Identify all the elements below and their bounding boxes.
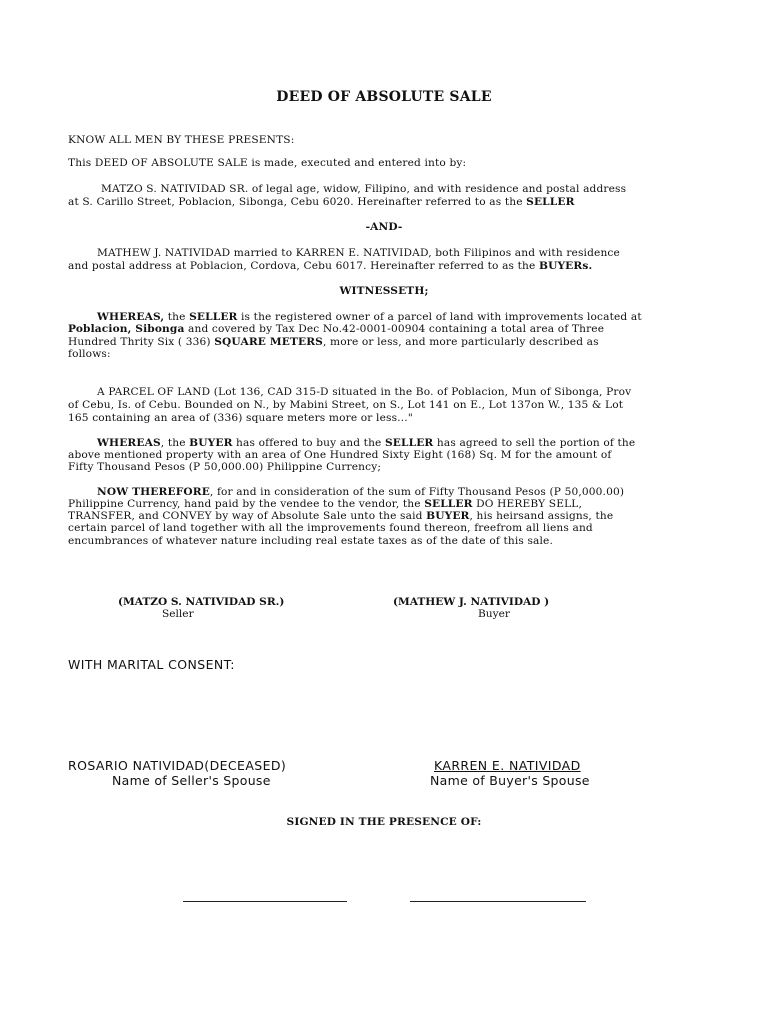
buyer-spouse-name: KARREN E. NATIVIDAD (434, 758, 581, 773)
whereas1-line1: WHEREAS, the SELLER is the registered owner of a parcel of land with improvements located at (97, 311, 642, 323)
parcel-line2: of Cebu, Is. of Cebu. Bounded on N., by Mabini Street, on S., Lot 141 on E., Lot 137on W., 135 & Lot (68, 399, 624, 411)
seller-para-line2: at S. Carillo Street, Poblacion, Sibonga, Cebu 6020. Hereinafter referred to as the SELLER (68, 196, 575, 208)
seller-spouse-label: Name of Seller's Spouse (112, 773, 271, 788)
whereas1-line4: follows: (68, 348, 111, 360)
presence-heading: SIGNED IN THE PRESENCE OF: (286, 816, 482, 828)
buyer-para-line1: MATHEW J. NATIVIDAD married to KARREN E. NATIVIDAD, both Filipinos and with residence (97, 247, 620, 259)
whereas1-line3: Hundred Thrity Six ( 336) SQUARE METERS, more or less, and more particularly described as (68, 336, 599, 348)
document-title: DEED OF ABSOLUTE SALE (276, 89, 492, 105)
marital-consent-heading: WITH MARITAL CONSENT: (68, 657, 235, 672)
now-therefore-line5: encumbrances of whatever nature including real estate taxes as of the date of this sale. (68, 535, 553, 547)
buyer-para-line2: and postal address at Poblacion, Cordova, Cebu 6017. Hereinafter referred to as the BUYERs. (68, 260, 593, 272)
seller-spouse-name: ROSARIO NATIVIDAD(DECEASED) (68, 758, 287, 773)
now-therefore-line1: NOW THEREFORE, for and in consideration of the sum of Fifty Thousand Pesos (P 50,000.00) (97, 486, 625, 498)
buyer-signature-name: (MATHEW J. NATIVIDAD ) (393, 596, 550, 608)
buyer-spouse-label: Name of Buyer's Spouse (430, 773, 590, 788)
witness-signature-line-2 (410, 901, 586, 902)
witness-signature-line-1 (183, 901, 347, 902)
seller-para-line1: MATZO S. NATIVIDAD SR. of legal age, widow, Filipino, and with residence and postal address (101, 183, 627, 195)
witnesseth-heading: WITNESSETH; (339, 285, 429, 297)
intro-line: KNOW ALL MEN BY THESE PRESENTS: (68, 134, 295, 146)
whereas2-line2: above mentioned property with an area of One Hundred Sixty Eight (168) Sq. M for the amount of (68, 449, 612, 461)
made-line: This DEED OF ABSOLUTE SALE is made, executed and entered into by: (68, 157, 467, 169)
and-label: -AND- (365, 221, 403, 233)
buyer-signature-label: Buyer (478, 608, 510, 620)
now-therefore-line3: TRANSFER, and CONVEY by way of Absolute Sale unto the said BUYER, his heirsand assigns, the (68, 510, 614, 522)
seller-signature-name: (MATZO S. NATIVIDAD SR.) (118, 596, 285, 608)
whereas2-line3: Fifty Thousand Pesos (P 50,000.00) Philippine Currency; (68, 461, 382, 473)
parcel-line1: A PARCEL OF LAND (Lot 136, CAD 315-D situated in the Bo. of Poblacion, Mun of Sibonga, Prov (97, 386, 632, 398)
parcel-line3: 165 containing an area of (336) square meters more or less…" (68, 412, 413, 424)
whereas1-line2: Poblacion, Sibonga and covered by Tax Dec No.42-0001-00904 containing a total area of Three (68, 323, 605, 335)
whereas2-line1: WHEREAS, the BUYER has offered to buy and the SELLER has agreed to sell the portion of the (97, 437, 636, 449)
now-therefore-line2: Philippine Currency, hand paid by the vendee to the vendor, the SELLER DO HEREBY SELL, (68, 498, 582, 510)
now-therefore-line4: certain parcel of land together with all the improvements found thereon, freefrom all liens and (68, 522, 593, 534)
seller-signature-label: Seller (162, 608, 194, 620)
